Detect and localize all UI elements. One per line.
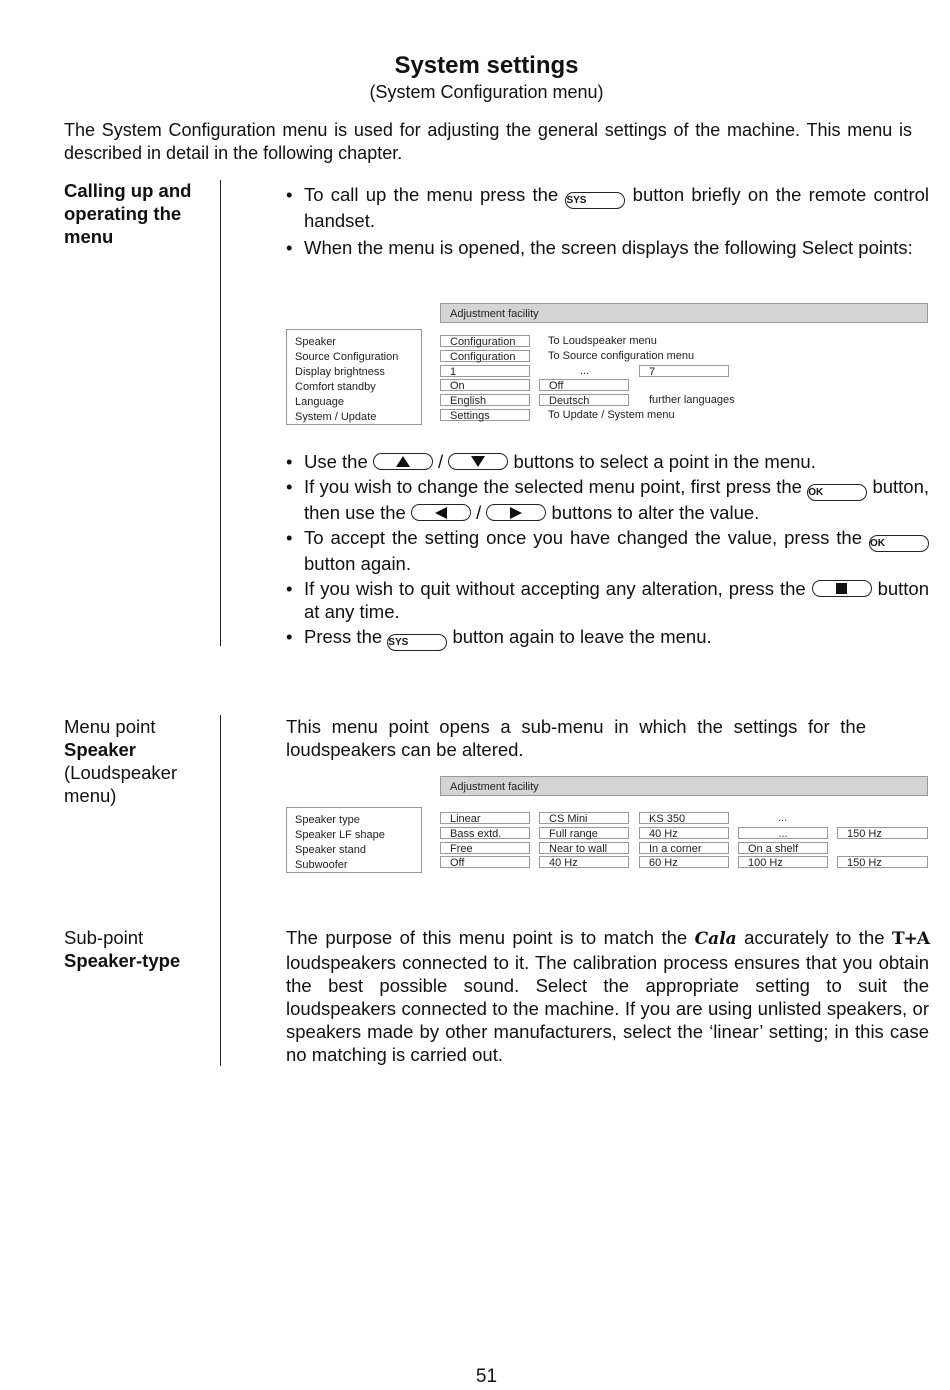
section-label-calling-up: Calling up and operating the menu — [64, 180, 192, 247]
menu1-labels — [286, 329, 422, 425]
bullet-change-point: • If you wish to change the selected menu point, first press the OK button, then use the / buttons to alter the value. — [286, 476, 930, 523]
bullet-accept-setting: • To accept the setting once you have changed the value, press the OK button again. — [286, 526, 929, 575]
menu2-value: 40 Hz — [539, 856, 629, 868]
left-button-icon — [411, 504, 471, 521]
menu2-value: 150 Hz — [837, 827, 928, 839]
ok-button-icon: OK — [807, 484, 867, 501]
right-button-icon — [486, 504, 546, 521]
menu2-value: Linear — [440, 812, 530, 824]
bullet-select-point: • Use the / buttons to select a point in the menu. — [286, 451, 816, 472]
speaker-type-description: The purpose of this menu point is to match the Cala accurately to the T+A loudspeakers connected to it. The calibration process ensures that you obtain the best possible sound. Select the appropriate setting to suit the loudspeakers connected to the machine. If you are using unlisted speakers, or speakers made by other manufacturers, select the ‘linear’ setting; in this case no matching is carried out. — [286, 927, 930, 1065]
speaker-description: This menu point opens a sub-menu in which the settings for the loudspeakers can be altered. — [286, 716, 866, 760]
sys-button-icon: SYS — [565, 192, 625, 209]
menu2-value: 60 Hz — [639, 856, 729, 868]
menu2-value: Full range — [539, 827, 629, 839]
menu2-value: Bass extd. — [440, 827, 530, 839]
menu2-value: Off — [440, 856, 530, 868]
menu1-label: System / Update — [295, 411, 377, 423]
menu2-label: Speaker LF shape — [295, 829, 385, 841]
menu1-value: On — [440, 379, 530, 391]
menu1-value: English — [440, 394, 530, 406]
menu1-value: 7 — [639, 365, 729, 377]
menu2-label: Subwoofer — [295, 859, 348, 871]
menu2-value: ... — [738, 827, 828, 839]
page-subtitle: (System Configuration menu) — [369, 82, 604, 102]
menu2-value: 150 Hz — [837, 856, 928, 868]
menu1-value: Settings — [440, 409, 530, 421]
menu1-label: Speaker — [295, 336, 336, 348]
menu2-header: Adjustment facility — [440, 776, 928, 796]
up-button-icon — [373, 453, 433, 470]
page-title: System settings — [394, 52, 579, 79]
menu2-labels — [286, 807, 422, 873]
menu1-value: Configuration — [440, 335, 530, 347]
stop-button-icon — [812, 580, 872, 597]
menu1-ellipsis: ... — [580, 365, 590, 377]
section-label-speaker: Menu point Speaker (Loudspeaker menu) — [64, 716, 178, 806]
menu1-label: Language — [295, 396, 344, 408]
menu2-label: Speaker stand — [295, 844, 366, 856]
ta-logo: T+A — [891, 929, 930, 949]
bullet-leave-menu: • Press the SYS button again to leave the menu. — [286, 625, 929, 651]
intro-paragraph: The System Configuration menu is used for adjusting the general settings of the machine. This menu is described in detail in the following chapter. — [64, 120, 912, 163]
section-divider-1 — [220, 180, 221, 646]
menu2-value: On a shelf — [738, 842, 828, 854]
down-button-icon — [448, 453, 508, 470]
section-divider-2 — [220, 715, 221, 1066]
bullet-menu-opened: • When the menu is opened, the screen displays the following Select points: — [286, 237, 913, 258]
menu1-label: Display brightness — [295, 366, 385, 378]
menu1-value: Deutsch — [539, 394, 629, 406]
menu1-label: Comfort standby — [295, 381, 376, 393]
menu2-value: Near to wall — [539, 842, 629, 854]
menu2-value: 100 Hz — [738, 856, 828, 868]
menu2-value: KS 350 — [639, 812, 729, 824]
menu1-note: further languages — [649, 394, 735, 406]
menu2-value: Free — [440, 842, 530, 854]
menu2-ellipsis: ... — [778, 812, 788, 824]
menu1-note: To Source configuration menu — [548, 350, 695, 362]
bullet-quit: • If you wish to quit without accepting any alteration, press the button at any time. — [286, 578, 930, 622]
ok-button-icon: OK — [869, 535, 929, 552]
cala-logo: Cala — [694, 929, 737, 949]
menu1-value: 1 — [440, 365, 530, 377]
section-calling-up-bullets-bottom — [286, 450, 929, 651]
menu2-value: CS Mini — [539, 812, 629, 824]
menu1-value: Off — [539, 379, 629, 391]
menu2-value: 40 Hz — [639, 827, 729, 839]
page-number: 51 — [475, 1366, 498, 1387]
menu2-label: Speaker type — [295, 814, 360, 826]
menu1-note: To Loudspeaker menu — [548, 335, 657, 347]
section-label-speaker-type: Sub-point Speaker-type — [64, 927, 181, 971]
menu1-header: Adjustment facility — [440, 303, 928, 323]
menu1-value: Configuration — [440, 350, 530, 362]
sys-button-icon: SYS — [387, 634, 447, 651]
menu2-value: In a corner — [639, 842, 729, 854]
bullet-call-up: • To call up the menu press the SYS button briefly on the remote control handset. — [286, 184, 929, 231]
menu1-label: Source Configuration — [295, 351, 399, 363]
menu1-note: To Update / System menu — [548, 409, 675, 421]
section-calling-up-bullets-top — [286, 183, 929, 259]
